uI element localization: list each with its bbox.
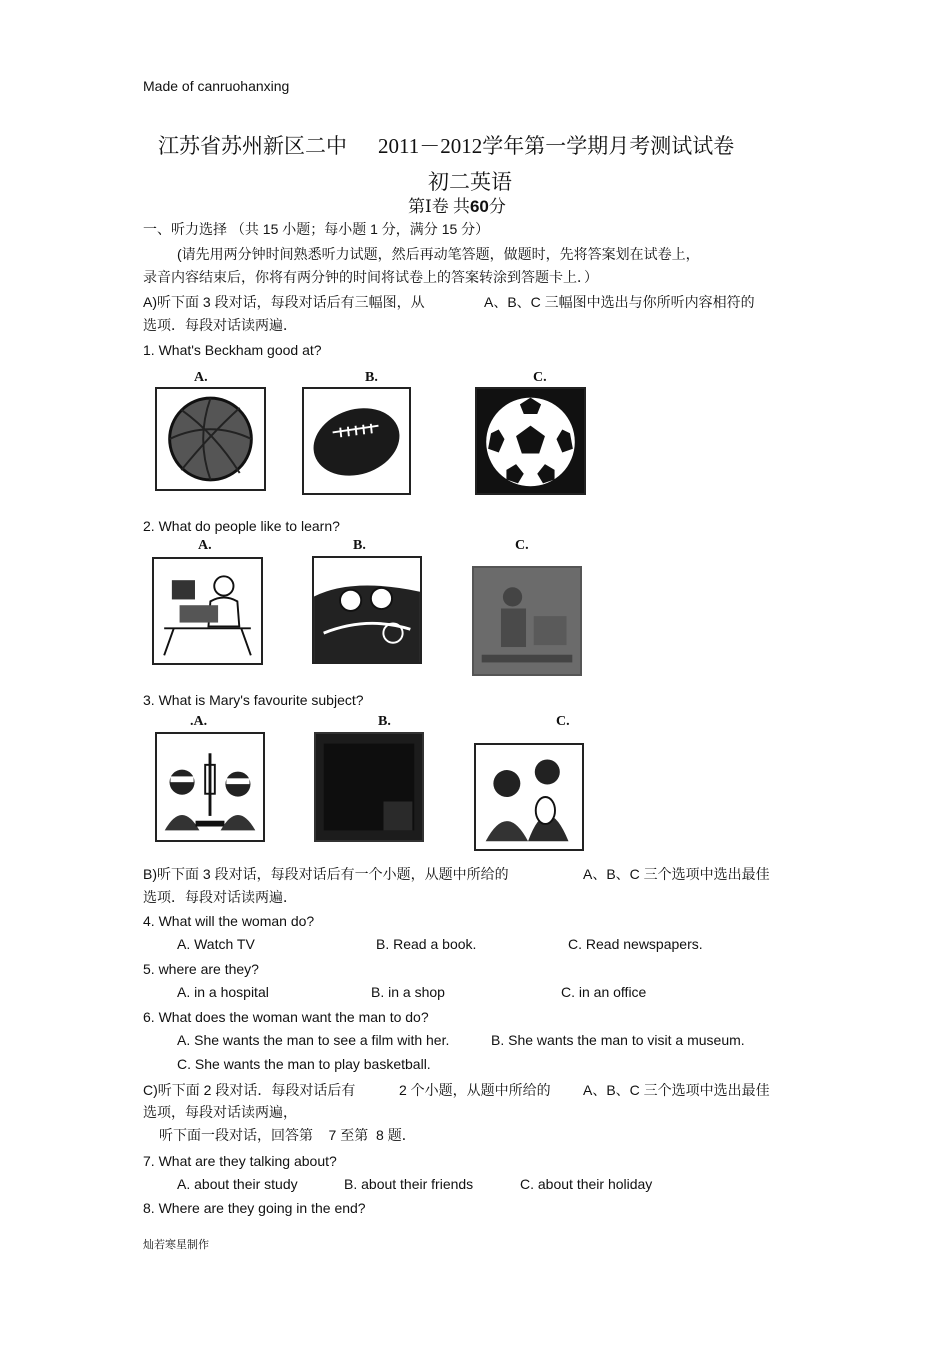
partC-instruction-2: 选项，每段对话读两遍， <box>143 1104 297 1120</box>
title-school: 江苏省苏州新区二中 <box>158 134 347 158</box>
partC-instruction-1c: A、B、C 三个选项中选出最佳 <box>583 1082 770 1098</box>
title-paper-score <box>408 192 506 217</box>
section1-instruction-2: 录音内容结束后，你将有两分钟的时间将试卷上的答案转涂到答题卡上．） <box>143 269 598 285</box>
question-4: 4. What will the woman do? <box>143 913 315 929</box>
q4-option-a: A. Watch TV <box>177 936 255 952</box>
computer-class-icon <box>152 557 263 665</box>
basketball-icon <box>155 387 266 491</box>
q4-option-b: B. Read a book. <box>376 936 477 952</box>
score-suffix: 分 <box>488 197 506 216</box>
q2-label-a: A. <box>198 538 212 553</box>
question-6: 6. What does the woman want the man to do? <box>143 1009 429 1025</box>
partB-instruction-1b: A、B、C 三个选项中选出最佳 <box>583 866 770 882</box>
q5-option-a: A. in a hospital <box>177 984 269 1000</box>
q7-option-c: C. about their holiday <box>520 1176 653 1192</box>
q6-option-a: A. She wants the man to see a film with her. <box>177 1032 450 1048</box>
q6-option-b: B. She wants the man to visit a museum. <box>491 1032 745 1048</box>
q3-label-b: B. <box>378 714 391 729</box>
question-3: 3. What is Mary's favourite subject? <box>143 692 364 708</box>
score-prefix: 第Ⅰ卷 共 <box>408 197 470 216</box>
title-subject: 初二英语 <box>428 170 512 194</box>
q7-option-a: A. about their study <box>177 1176 298 1192</box>
section1-heading: 一、听力选择 （共 15 小题；每小题 1 分，满分 15 分） <box>143 221 490 237</box>
score-value: 60 <box>469 197 489 216</box>
partA-instruction-1a: A)听下面 3 段对话，每段对话后有三幅图，从 <box>143 294 425 310</box>
partB-instruction-2: 选项．每段对话读两遍． <box>143 889 297 905</box>
title-year: 2011－2012学年第一学期月考测试试卷 <box>378 134 735 158</box>
section1-instruction-1: (请先用两分钟时间熟悉听力试题，然后再动笔答题，做题时，先将答案划在试卷上， <box>177 246 700 262</box>
dark-scene-icon <box>314 732 424 842</box>
partB-instruction-1a: B)听下面 3 段对话，每段对话后有一个小题，从题中所给的 <box>143 866 509 882</box>
question-8: 8. Where are they going in the end? <box>143 1200 366 1216</box>
rugby-ball-icon <box>302 387 411 495</box>
q5-option-c: C. in an office <box>561 984 647 1000</box>
chemistry-lab-icon <box>155 732 265 842</box>
q5-option-b: B. in a shop <box>371 984 445 1000</box>
partC-instruction-1a: C)听下面 2 段对话．每段对话后有 <box>143 1082 356 1098</box>
question-5: 5. where are they? <box>143 961 259 977</box>
question-1: 1. What's Beckham good at? <box>143 342 322 358</box>
q7-option-b: B. about their friends <box>344 1176 474 1192</box>
q3-label-c: C. <box>556 714 570 729</box>
partA-instruction-1b: A、B、C 三幅图中选出与你所听内容相符的 <box>484 294 755 310</box>
partA-instruction-2: 选项．每段对话读两遍． <box>143 317 297 333</box>
partC-instruction-3: 听下面一段对话，回答第 7 至第 8 题． <box>159 1127 416 1143</box>
q3-label-a: .A. <box>190 714 208 729</box>
q2-label-c: C. <box>515 538 529 553</box>
soccer-ball-icon <box>475 387 586 495</box>
question-7: 7. What are they talking about? <box>143 1153 337 1169</box>
footer-credit: 灿若寒星制作 <box>143 1239 209 1251</box>
cooking-scene-icon <box>472 566 582 676</box>
question-2: 2. What do people like to learn? <box>143 518 340 534</box>
q6-option-c: C. She wants the man to play basketball. <box>177 1056 431 1072</box>
partC-instruction-1b: 2 个小题，从题中所给的 <box>399 1082 551 1098</box>
q1-label-b: B. <box>365 370 378 385</box>
q1-label-a: A. <box>194 370 208 385</box>
q4-option-c: C. Read newspapers. <box>568 936 703 952</box>
driving-lesson-icon <box>312 556 422 664</box>
header-made-of: Made of canruohanxing <box>143 78 290 94</box>
q2-label-b: B. <box>353 538 366 553</box>
music-students-icon <box>474 743 584 851</box>
q1-label-c: C. <box>533 370 547 385</box>
